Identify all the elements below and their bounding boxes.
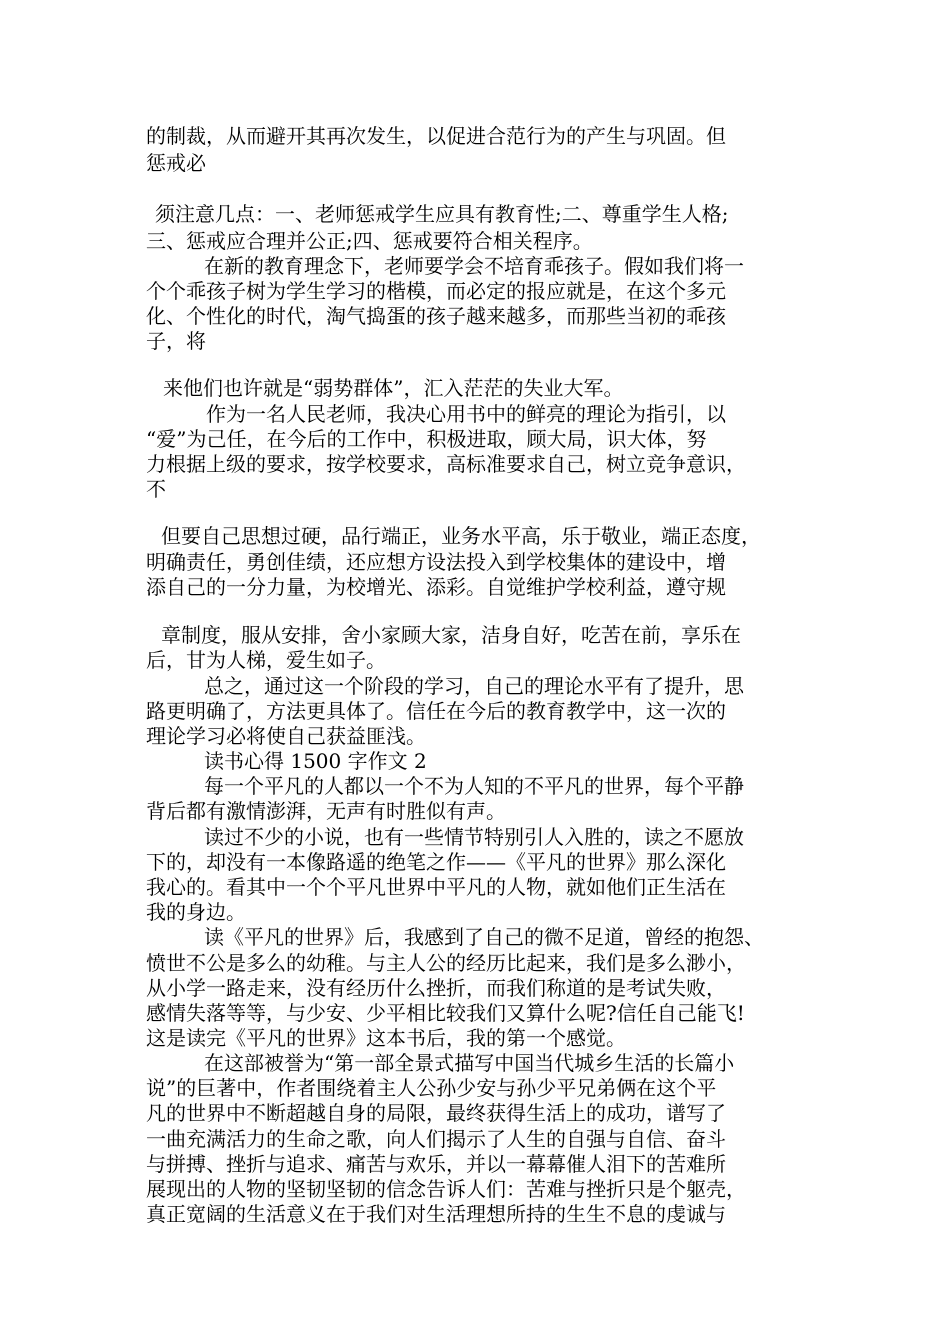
text-line: 章制度，服从安排，舍小家顾大家，洁身自好，吃苦在前，享乐在 <box>161 623 741 647</box>
text-line: 从小学一路走来，没有经历什么挫折，而我们称道的是考试失败， <box>146 976 726 1000</box>
text-line: 惩戒必 <box>146 151 206 175</box>
text-line: 来他们也许就是“弱势群体”，汇入茫茫的失业大军。 <box>163 376 624 400</box>
text-line: 化、个性化的时代，淘气捣蛋的孩子越来越多，而那些当初的乖孩 <box>146 304 726 328</box>
section-heading: 读书心得 1500 字作文 2 <box>204 749 427 773</box>
text-line: 路更明确了，方法更具体了。信任在今后的教育教学中，这一次的 <box>146 699 726 723</box>
text-line: 个个乖孩子树为学生学习的楷模，而必定的报应就是，在这个多元 <box>146 279 726 303</box>
text-line: 一曲充满活力的生命之歌，向人们揭示了人生的自强与自信、奋斗 <box>146 1127 726 1151</box>
text-line: 读《平凡的世界》后，我感到了自己的微不足道，曾经的抱怨、 <box>204 925 764 949</box>
text-line: 在新的教育理念下，老师要学会不培育乖孩子。假如我们将一 <box>204 254 744 278</box>
text-line: 三、惩戒应合理并公正;四、惩戒要符合相关程序。 <box>146 229 593 253</box>
text-line: 理论学习必将使自己获益匪浅。 <box>146 724 426 748</box>
text-line: 愤世不公是多么的幼稚。与主人公的经历比起来，我们是多么渺小， <box>146 951 746 975</box>
text-line: 的制裁，从而避开其再次发生，以促进合范行为的产生与巩固。但 <box>146 124 726 148</box>
text-line: “爱”为己任，在今后的工作中，积极进取，顾大局，识大体，努 <box>146 427 707 451</box>
text-line: 子，将 <box>146 329 206 353</box>
text-line: 作为一名人民老师，我决心用书中的鲜亮的理论为指引，以 <box>206 402 726 426</box>
text-line: 添自己的一分力量，为校增光、添彩。自觉维护学校利益，遵守规 <box>146 575 726 599</box>
text-line: 说”的巨著中，作者围绕着主人公孙少安与孙少平兄弟俩在这个平 <box>146 1076 717 1100</box>
text-line: 展现出的人物的坚韧坚韧的信念告诉人们：苦难与挫折只是个躯壳， <box>146 1177 746 1201</box>
text-line: 下的，却没有一本像路遥的绝笔之作——《平凡的世界》那么深化 <box>146 850 726 874</box>
text-line: 我的身边。 <box>146 900 246 924</box>
text-line: 读过不少的小说，也有一些情节特别引人入胜的，读之不愿放 <box>204 825 744 849</box>
text-line: 力根据上级的要求，按学校要求，高标准要求自己，树立竞争意识， <box>146 452 746 476</box>
text-line: 感情失落等等，与少安、少平相比较我们又算什么呢?信任自己能飞! <box>146 1001 745 1025</box>
text-line: 总之，通过这一个阶段的学习，自己的理论水平有了提升，思 <box>204 674 744 698</box>
text-line: 明确责任，勇创佳绩，还应想方设法投入到学校集体的建设中，增 <box>146 550 726 574</box>
text-line: 我心的。看其中一个个平凡世界中平凡的人物，就如他们正生活在 <box>146 875 726 899</box>
text-line: 后，甘为人梯，爱生如子。 <box>146 648 386 672</box>
text-line: 与拼搏、挫折与追求、痛苦与欢乐，并以一幕幕催人泪下的苦难所 <box>146 1152 726 1176</box>
text-line: 每一个平凡的人都以一个不为人知的不平凡的世界，每个平静 <box>204 774 744 798</box>
text-line: 但要自己思想过硬，品行端正，业务水平高，乐于敬业，端正态度， <box>161 524 761 548</box>
text-line: 在这部被誉为“第一部全景式描写中国当代城乡生活的长篇小 <box>204 1051 735 1075</box>
text-line: 背后都有激情澎湃，无声有时胜似有声。 <box>146 799 506 823</box>
text-line: 不 <box>146 477 166 501</box>
text-line: 凡的世界中不断超越自身的局限，最终获得生活上的成功，谱写了 <box>146 1101 726 1125</box>
text-line: 须注意几点：一、老师惩戒学生应具有教育性;二、尊重学生人格; <box>155 202 729 226</box>
text-line: 真正宽阔的生活意义在于我们对生活理想所持的生生不息的虔诚与 <box>146 1202 726 1226</box>
text-line: 这是读完《平凡的世界》这本书后，我的第一个感觉。 <box>146 1026 626 1050</box>
